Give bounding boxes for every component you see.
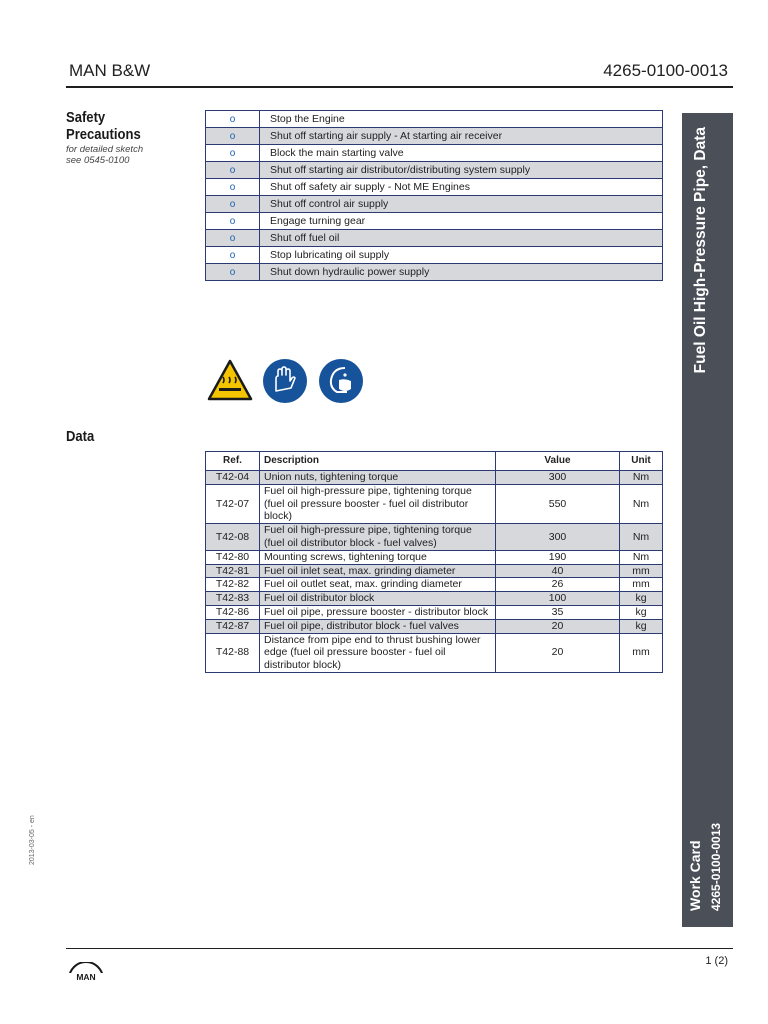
data-row — [206, 592, 663, 606]
step-text: Shut off fuel oil — [260, 230, 663, 247]
value-header: Value — [496, 452, 620, 471]
data-unit: kg — [620, 619, 663, 633]
data-unit: mm — [620, 578, 663, 592]
safety-step-row — [206, 196, 663, 213]
safety-step-row — [206, 230, 663, 247]
step-bullet: o — [206, 162, 260, 179]
data-value: 20 — [496, 633, 620, 672]
data-description: Fuel oil high-pressure pipe, tightening torque (fuel oil distributor block - fuel valves) — [260, 524, 496, 551]
header-divider — [66, 86, 733, 88]
data-description: Fuel oil high-pressure pipe, tightening torque (fuel oil pressure booster - fuel oil distributor block) — [260, 484, 496, 523]
data-ref: T42-87 — [206, 619, 260, 633]
step-bullet: o — [206, 128, 260, 145]
safety-step-row — [206, 213, 663, 230]
step-bullet: o — [206, 230, 260, 247]
safety-note — [66, 144, 143, 166]
data-unit: kg — [620, 605, 663, 619]
data-value: 300 — [496, 471, 620, 485]
header-doc-number: 4265-0100-0013 — [603, 61, 728, 80]
step-bullet: o — [206, 111, 260, 128]
ref-header: Ref. — [206, 452, 260, 471]
data-value: 35 — [496, 605, 620, 619]
data-description: Fuel oil inlet seat, max. grinding diameter — [260, 564, 496, 578]
data-value: 550 — [496, 484, 620, 523]
step-bullet: o — [206, 247, 260, 264]
safety-step-row — [206, 128, 663, 145]
data-row — [206, 633, 663, 672]
data-ref: T42-82 — [206, 578, 260, 592]
footer-divider — [66, 948, 733, 949]
gloves-required-icon — [262, 358, 308, 404]
data-value: 40 — [496, 564, 620, 578]
work-card-label: Work Card — [687, 840, 703, 911]
safety-step-row — [206, 145, 663, 162]
step-bullet: o — [206, 145, 260, 162]
data-unit: kg — [620, 592, 663, 606]
data-ref: T42-08 — [206, 524, 260, 551]
data-table — [205, 451, 663, 673]
hot-surface-warning-icon — [207, 358, 253, 404]
unit-header: Unit — [620, 452, 663, 471]
data-unit: Nm — [620, 484, 663, 523]
data-unit: mm — [620, 633, 663, 672]
step-text: Block the main starting valve — [260, 145, 663, 162]
step-text: Shut off starting air distributor/distributing system supply — [260, 162, 663, 179]
data-unit: Nm — [620, 471, 663, 485]
description-header: Description — [260, 452, 496, 471]
man-logo — [66, 962, 106, 982]
data-value: 26 — [496, 578, 620, 592]
data-row — [206, 619, 663, 633]
work-card-number: 4265-0100-0013 — [709, 822, 723, 911]
step-text: Shut off control air supply — [260, 196, 663, 213]
safety-steps-table — [205, 110, 663, 281]
data-description: Mounting screws, tightening torque — [260, 550, 496, 564]
step-text: Shut down hydraulic power supply — [260, 264, 663, 281]
step-bullet: o — [206, 264, 260, 281]
data-ref: T42-88 — [206, 633, 260, 672]
logo-text: MAN — [76, 972, 96, 982]
date-stamp: 2013-03-05 - en — [29, 815, 36, 865]
data-description: Fuel oil distributor block — [260, 592, 496, 606]
data-ref: T42-83 — [206, 592, 260, 606]
side-title-text: Fuel Oil High-Pressure Pipe, Data — [692, 127, 709, 374]
step-text: Shut off safety air supply - Not ME Engines — [260, 179, 663, 196]
data-row — [206, 550, 663, 564]
step-text: Engage turning gear — [260, 213, 663, 230]
data-value: 20 — [496, 619, 620, 633]
step-text: Stop lubricating oil supply — [260, 247, 663, 264]
data-row — [206, 524, 663, 551]
safety-precautions-title: Safety Precautions — [66, 110, 141, 143]
step-bullet: o — [206, 196, 260, 213]
step-bullet: o — [206, 213, 260, 230]
data-ref: T42-81 — [206, 564, 260, 578]
data-unit: Nm — [620, 550, 663, 564]
data-ref: T42-07 — [206, 484, 260, 523]
data-description: Distance from pipe end to thrust bushing lower edge (fuel oil pressure booster - fuel oil distributor block) — [260, 633, 496, 672]
data-description: Fuel oil pipe, distributor block - fuel valves — [260, 619, 496, 633]
data-row — [206, 605, 663, 619]
safety-note-line2: see 0545-0100 — [66, 155, 130, 166]
data-value: 100 — [496, 592, 620, 606]
safety-step-row — [206, 162, 663, 179]
step-text: Stop the Engine — [260, 111, 663, 128]
data-row — [206, 564, 663, 578]
side-title-bar — [682, 113, 733, 927]
safety-step-row — [206, 111, 663, 128]
data-description: Fuel oil outlet seat, max. grinding diameter — [260, 578, 496, 592]
data-value: 190 — [496, 550, 620, 564]
data-row — [206, 484, 663, 523]
safety-step-row — [206, 264, 663, 281]
step-text: Shut off starting air supply - At starting air receiver — [260, 128, 663, 145]
safety-note-line1: for detailed sketch — [66, 144, 144, 155]
safety-step-row — [206, 179, 663, 196]
data-description: Union nuts, tightening torque — [260, 471, 496, 485]
data-unit: Nm — [620, 524, 663, 551]
data-ref: T42-86 — [206, 605, 260, 619]
data-title: Data — [66, 429, 95, 445]
step-bullet: o — [206, 179, 260, 196]
brand-name: MAN B&W — [69, 61, 151, 80]
data-value: 300 — [496, 524, 620, 551]
face-mask-required-icon — [318, 358, 364, 404]
data-row — [206, 578, 663, 592]
safety-step-row — [206, 247, 663, 264]
data-ref: T42-80 — [206, 550, 260, 564]
data-unit: mm — [620, 564, 663, 578]
data-ref: T42-04 — [206, 471, 260, 485]
data-table-header — [206, 452, 663, 471]
data-description: Fuel oil pipe, pressure booster - distributor block — [260, 605, 496, 619]
data-row — [206, 471, 663, 485]
page-number: 1 (2) — [705, 955, 728, 967]
